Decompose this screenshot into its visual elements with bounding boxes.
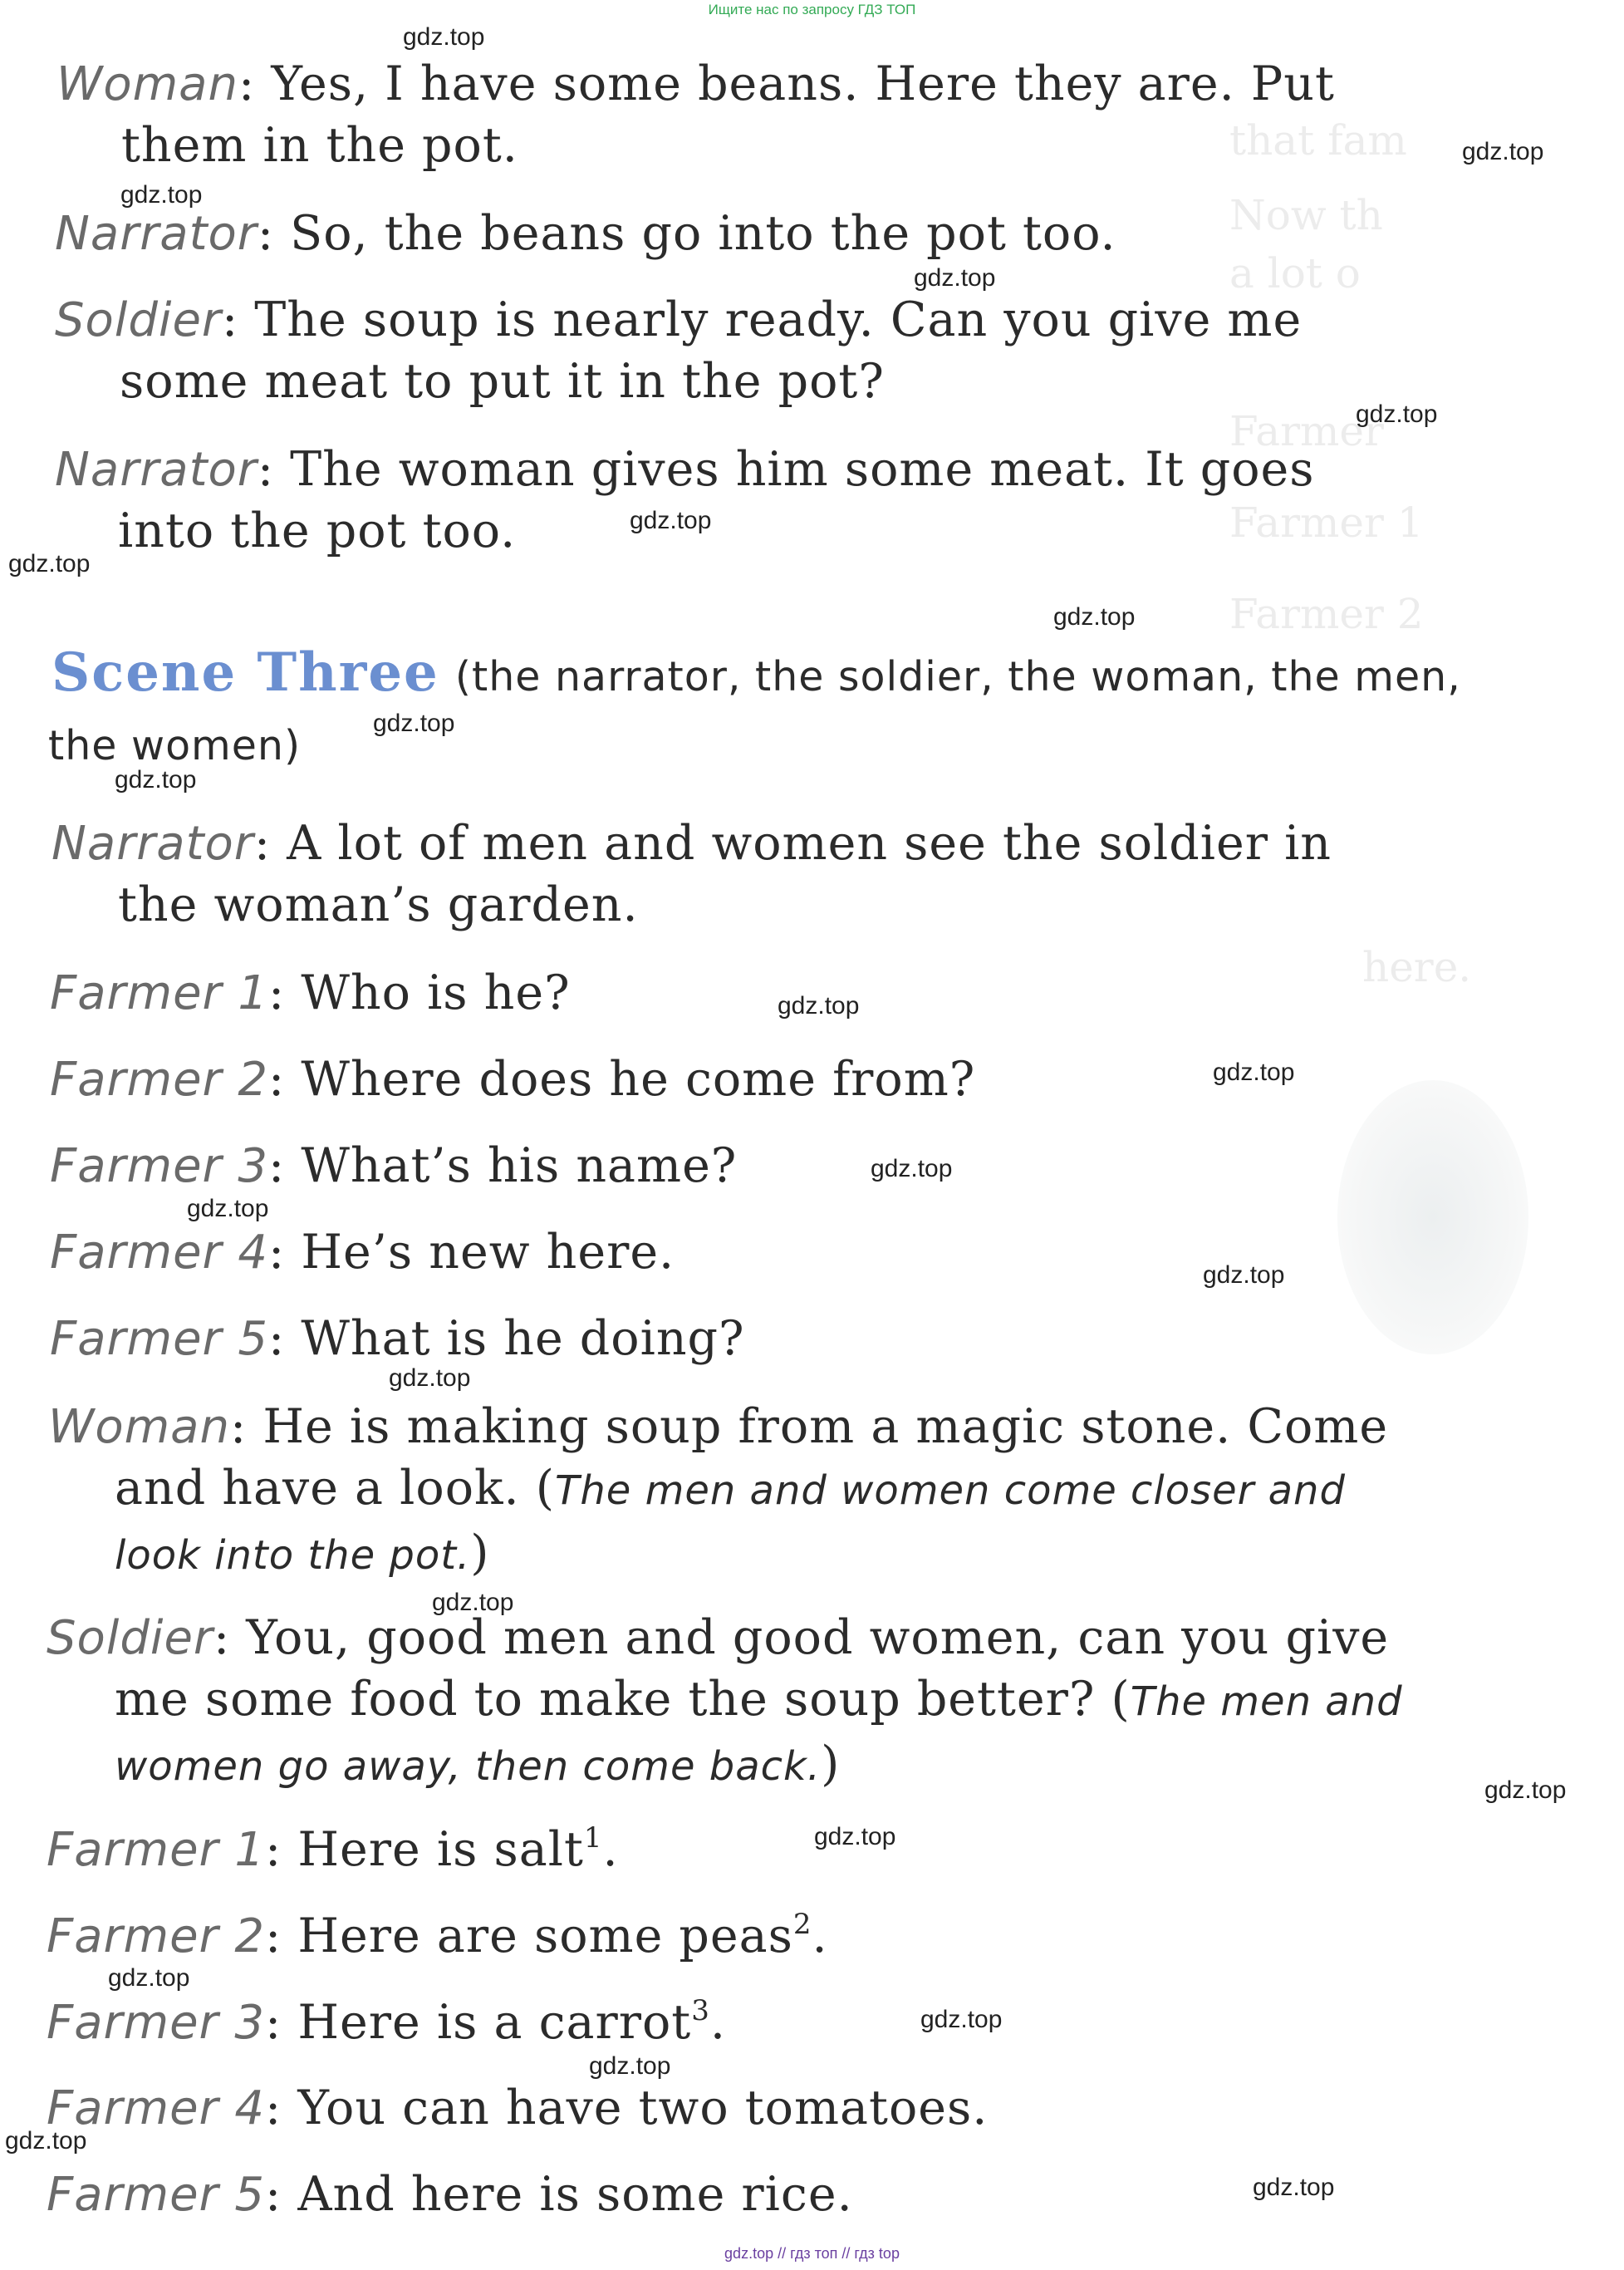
speaker-label: Farmer 2 [47,1909,266,1963]
line-text: You can have two tomatoes. [297,2081,989,2135]
line-text: Where does he come from? [301,1052,976,1107]
watermark: gdz.top [187,1195,269,1222]
footnote-marker: 2 [792,1908,812,1941]
watermark: gdz.top [5,2127,87,2155]
dialogue-line: Farmer 3: What’s his name? [50,1138,738,1193]
speaker-label: Farmer 5 [47,2168,266,2222]
dialogue-line-continued [120,354,885,409]
dialogue-line: Farmer 3: Here is a carrot$^3$. [47,1994,726,2050]
watermark: gdz.top [1484,1776,1567,1804]
watermark: gdz.top [432,1589,514,1616]
watermark: gdz.top [630,507,712,534]
speaker-label: Narrator [55,207,258,261]
watermark: gdz.top [1203,1261,1285,1289]
line-text: And here is some rice. [297,2167,853,2222]
watermark: gdz.top [8,550,91,577]
watermark: gdz.top [1213,1059,1295,1086]
header-note: Ищите нас по запросу ГДЗ ТОП [708,2,916,17]
speaker-label: Farmer 5 [50,1312,269,1366]
line-text: some meat to put it in the pot? [120,354,885,409]
dialogue-line: Farmer 1: Here is salt$^1$. [47,1821,619,1877]
bleed-through-text: here. [1362,943,1472,991]
line-text: He’s new here. [301,1225,675,1280]
bleed-through-text: that fam [1229,116,1407,165]
line-text: What’s his name? [301,1138,738,1193]
dialogue-line: Soldier: The soup is nearly ready. Can you give me [55,292,1303,347]
dialogue-line-continued [115,1461,1346,1516]
line-text: Here are some peas [297,1909,793,1963]
dialogue-line: Farmer 4: He’s new here. [50,1225,675,1280]
line-text: Here is salt [297,1822,584,1877]
line-text: into the pot too. [118,504,517,558]
speaker-label: Farmer 3 [47,1996,266,2050]
line-text: So, the beans go into the pot too. [290,206,1116,261]
line-text: ) [470,1526,490,1580]
dialogue-line: Farmer 5: What is he doing? [50,1311,745,1366]
stage-direction: look into the pot. [115,1532,471,1579]
line-text: Yes, I have some beans. Here they are. Put [271,57,1335,111]
scene-cast: (the narrator, the soldier, the woman, the men, [454,653,1461,700]
line-text: me some food to make the soup better? ( [115,1672,1131,1727]
line-text: You, good men and good women, can you give [246,1610,1390,1665]
watermark: gdz.top [920,2006,1003,2033]
dialogue-line: Narrator: A lot of men and women see the soldier in [52,816,1332,871]
speaker-label: Narrator [52,817,254,871]
line-text: them in the pot. [121,118,518,173]
dialogue-line: Farmer 4: You can have two tomatoes. [47,2081,989,2135]
speaker-label: Soldier [47,1611,213,1665]
line-text: ) [821,1737,841,1791]
bleed-through-text: Farmer 2 [1229,590,1424,638]
speaker-label: Farmer 1 [47,1823,266,1877]
line-text: . [709,1995,726,2050]
watermark: gdz.top [1356,400,1438,428]
scene-title: Scene Three [52,641,439,704]
watermark: gdz.top [1053,603,1136,631]
bleed-through-text: Farmer 1 [1229,499,1424,547]
line-text: . [812,1909,828,1963]
dialogue-line: Soldier: You, good men and good women, can you give [47,1610,1390,1665]
line-text: . [602,1822,619,1877]
line-text: The soup is nearly ready. Can you give me [254,292,1303,347]
bleed-through-ring-illustration [1337,1080,1528,1354]
speaker-label: Farmer 1 [50,966,269,1020]
bleed-through-text: Now th [1229,191,1383,239]
dialogue-line-continued [115,1526,490,1580]
watermark: gdz.top [1253,2174,1335,2201]
speaker-label: Farmer 4 [50,1226,269,1280]
footnote-marker: 3 [691,1994,710,2027]
speaker-label: Woman [56,57,238,111]
dialogue-line: Farmer 2: Where does he come from? [50,1052,976,1107]
speaker-label: Farmer 4 [47,2081,266,2135]
scene-heading [52,641,1461,704]
line-text: He is making soup from a magic stone. Come [262,1399,1389,1454]
dialogue-line: Woman: He is making soup from a magic stone. Come [48,1399,1389,1454]
watermark: gdz.top [589,2052,671,2080]
stage-direction: The men and women come closer and [555,1467,1346,1514]
line-text: Who is he? [301,965,571,1020]
dialogue-line-continued [118,877,639,932]
speaker-label: Soldier [55,293,222,347]
watermark: gdz.top [120,181,203,209]
watermark: gdz.top [108,1964,190,1992]
watermark: gdz.top [914,264,996,292]
footnote-marker: 1 [583,1821,603,1855]
bleed-through-text: Farmer [1229,407,1384,455]
footer-note: gdz.top // гдз топ // гдз top [724,2245,900,2262]
line-text: What is he doing? [301,1311,745,1366]
line-text: A lot of men and women see the soldier in [287,816,1332,871]
stage-direction: women go away, then come back. [115,1743,822,1790]
dialogue-line: Narrator: So, the beans go into the pot too. [55,206,1116,261]
watermark: gdz.top [115,766,197,794]
line-text: the woman’s garden. [118,877,639,932]
dialogue-line-continued [121,118,518,173]
watermark: gdz.top [403,23,485,51]
dialogue-line-continued [115,1737,840,1791]
speaker-label: Farmer 2 [50,1053,269,1107]
dialogue-line-continued [118,504,516,558]
line-text: The woman gives him some meat. It goes [290,442,1315,497]
watermark: gdz.top [778,992,860,1020]
watermark: gdz.top [1462,138,1544,165]
dialogue-line: Farmer 1: Who is he? [50,965,571,1020]
dialogue-line: Farmer 5: And here is some rice. [47,2167,853,2222]
line-text: and have a look. ( [115,1461,556,1516]
bleed-through-text: a lot o [1229,249,1361,297]
scene-heading-continued [48,716,301,771]
dialogue-line: Woman: Yes, I have some beans. Here they are. Put [56,57,1335,111]
line-text: Here is a carrot [297,1995,692,2050]
speaker-label: Woman [48,1400,230,1454]
speaker-label: Narrator [55,443,258,497]
watermark: gdz.top [871,1155,953,1182]
watermark: gdz.top [814,1823,896,1850]
dialogue-line-continued [115,1672,1403,1727]
dialogue-line: Farmer 2: Here are some peas$^2$. [47,1908,828,1963]
watermark: gdz.top [373,710,455,737]
watermark: gdz.top [389,1364,471,1392]
stage-direction: The men and [1130,1678,1403,1725]
speaker-label: Farmer 3 [50,1139,269,1193]
scene-cast: the women) [48,722,302,769]
dialogue-line: Narrator: The woman gives him some meat. It goes [55,442,1315,497]
